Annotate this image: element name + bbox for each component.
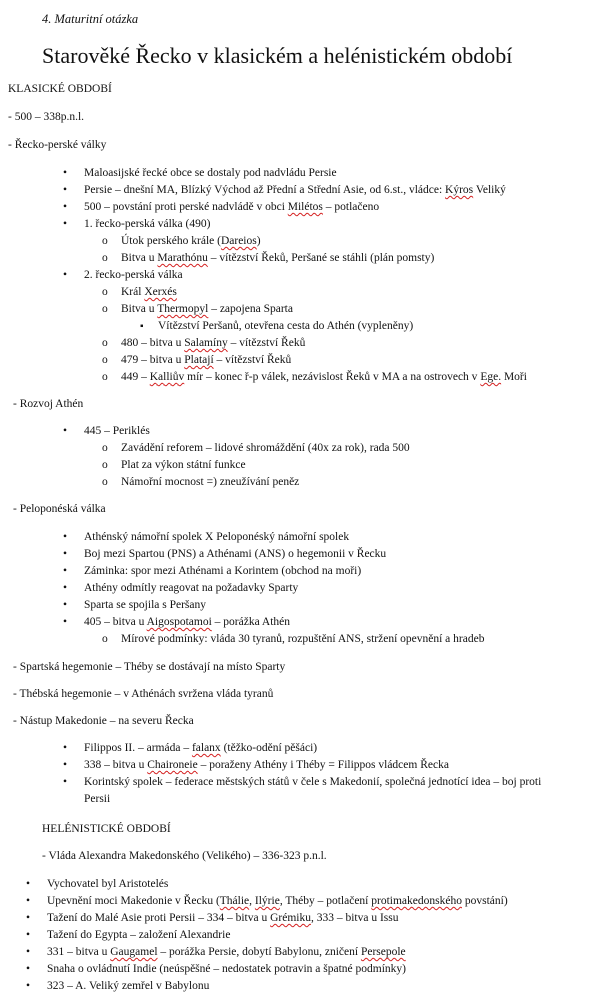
- sub-list-item: 449 – Kalliův mír – konec ř-p válek, nezávislost Řeků v MA a na ostrovech v Ege. Moři: [121, 371, 527, 383]
- list-item: 405 – bitva u Aigospotamoi – porážka Athén: [84, 616, 291, 628]
- list-item: 500 – povstání proti perské nadvládě v obci Milétos – potlačeno: [84, 201, 380, 213]
- circle-bullet-icon: [102, 353, 108, 367]
- list-item: Athénský námořní spolek X Peloponéský námořní spolek: [84, 531, 350, 543]
- heading-theban-hegemony: - Thébská hegemonie – v Athénách svržena vláda tyranů: [13, 688, 274, 700]
- bullet-icon: [63, 775, 67, 789]
- list-item: 323 – A. Veliký zemřel v Babylonu: [47, 980, 210, 992]
- circle-bullet-icon: [102, 251, 108, 265]
- sub-list-item: Bitva u Thermopyl – zapojena Sparta: [121, 303, 293, 315]
- list-item: Filippos II. – armáda – falanx (těžko-odění pěšáci): [84, 742, 318, 754]
- bullet-icon: [26, 979, 30, 993]
- heading-athens: - Rozvoj Athén: [13, 398, 84, 410]
- sub-list-item: 479 – bitva u Platají – vítězství Řeků: [121, 354, 292, 366]
- list-item: Maloasijské řecké obce se dostaly pod nadvládu Persie: [84, 167, 337, 179]
- circle-bullet-icon: [102, 285, 108, 299]
- bullet-icon: [63, 564, 67, 578]
- sub-list-item: Zavádění reforem – lidové shromáždění (40x za rok), rada 500: [121, 442, 410, 454]
- bullet-icon: [63, 581, 67, 595]
- sub-list-item: Bitva u Marathónu – vítězství Řeků, Peršané se stáhli (plán pomsty): [121, 252, 435, 264]
- list-item: Snaha o ovládnutí Indie (neúspěšné – nedostatek potravin a špatné podmínky): [47, 963, 406, 975]
- list-item: Záminka: spor mezi Athénami a Korintem (obchod na moři): [84, 565, 362, 577]
- list-item: 445 – Periklés: [84, 425, 150, 437]
- bullet-icon: [26, 945, 30, 959]
- page-title: Starověké Řecko v klasickém a helénistickém období: [42, 43, 513, 68]
- list-item: 1. řecko-perská válka (490): [84, 218, 211, 230]
- heading-macedonia: - Nástup Makedonie – na severu Řecka: [13, 715, 194, 727]
- list-item: 331 – bitva u Gaugamel – porážka Persie, dobytí Babylonu, zničení Persepole: [47, 946, 406, 958]
- circle-bullet-icon: [102, 632, 108, 646]
- bullet-icon: [63, 268, 67, 282]
- circle-bullet-icon: [102, 302, 108, 316]
- heading-peloponnesian-war: - Peloponéská válka: [13, 503, 106, 515]
- heading-hellenistic-period: HELÉNISTICKÉ OBDOBÍ: [42, 823, 171, 835]
- list-item: Upevnění moci Makedonie v Řecku (Thálie, Ilýrie, Théby – potlačení protimakedonského povstání): [47, 895, 508, 907]
- bullet-icon: [63, 547, 67, 561]
- bullet-icon: [26, 911, 30, 925]
- sub-list-item: Námořní mocnost =) zneužívání peněz: [121, 476, 300, 488]
- list-item: Boj mezi Spartou (PNS) a Athénami (ANS) o hegemonii v Řecku: [84, 548, 387, 560]
- sub-list-item: Mírové podmínky: vláda 30 tyranů, rozpuštění ANS, stržení opevnění a hradeb: [121, 633, 485, 645]
- bullet-icon: [63, 183, 67, 197]
- bullet-icon: [63, 217, 67, 231]
- circle-bullet-icon: [102, 475, 108, 489]
- bullet-icon: [63, 424, 67, 438]
- circle-bullet-icon: [102, 458, 108, 472]
- list-item: Tažení do Malé Asie proti Persii – 334 – bitva u Grémiku, 333 – bitva u Issu: [47, 912, 399, 924]
- circle-bullet-icon: [102, 370, 108, 384]
- list-item: Korintský spolek – federace městských států v čele s Makedonií, společná jednotící idea – boj proti: [84, 776, 542, 788]
- list-item: Sparta se spojila s Peršany: [84, 599, 207, 611]
- period-range: - 500 – 338p.n.l.: [8, 111, 85, 123]
- circle-bullet-icon: [102, 234, 108, 248]
- subheading-alexander: - Vláda Alexandra Makedonského (Velikého) – 336-323 p.n.l.: [42, 850, 327, 862]
- bullet-icon: [63, 615, 67, 629]
- bullet-icon: [26, 894, 30, 908]
- list-item: Athény odmítly reagovat na požadavky Sparty: [84, 582, 299, 594]
- list-item: Persie – dnešní MA, Blízký Východ až Přední a Střední Asie, od 6.st., vládce: Kýros Veliký: [84, 184, 506, 196]
- list-item: 2. řecko-perská válka: [84, 269, 183, 281]
- bullet-icon: [26, 962, 30, 976]
- list-item-continuation: Persii: [84, 793, 111, 805]
- heading-spartan-hegemony: - Spartská hegemonie – Théby se dostávají na místo Sparty: [13, 661, 286, 673]
- circle-bullet-icon: [102, 336, 108, 350]
- bullet-icon: [63, 598, 67, 612]
- bullet-icon: [63, 758, 67, 772]
- sub-list-item: Král Xerxés: [121, 286, 177, 298]
- sub-list-item: Plat za výkon státní funkce: [121, 459, 246, 471]
- bullet-icon: [63, 166, 67, 180]
- list-item: 338 – bitva u Chaironeie – poraženy Athény i Théby = Filippos vládcem Řecka: [84, 759, 449, 771]
- bullet-icon: [63, 741, 67, 755]
- question-number: 4. Maturitní otázka: [42, 12, 139, 26]
- list-item: Tažení do Egypta – založení Alexandrie: [47, 929, 231, 941]
- circle-bullet-icon: [102, 441, 108, 455]
- bullet-icon: [63, 200, 67, 214]
- bullet-icon: [26, 928, 30, 942]
- sub-list-item: 480 – bitva u Salamíny – vítězství Řeků: [121, 337, 306, 349]
- sub-sub-list-item: Vítězství Peršanů, otevřena cesta do Athén (vypleněny): [158, 320, 414, 332]
- list-item: Vychovatel byl Aristotelés: [47, 878, 169, 890]
- heading-classic-period: KLASICKÉ OBDOBÍ: [8, 83, 112, 95]
- sub-list-item: Útok perského krále (Dareios): [121, 235, 261, 247]
- heading-persian-wars: - Řecko-perské války: [8, 139, 107, 151]
- square-bullet-icon: [140, 319, 144, 334]
- bullet-icon: [26, 877, 30, 891]
- bullet-icon: [63, 530, 67, 544]
